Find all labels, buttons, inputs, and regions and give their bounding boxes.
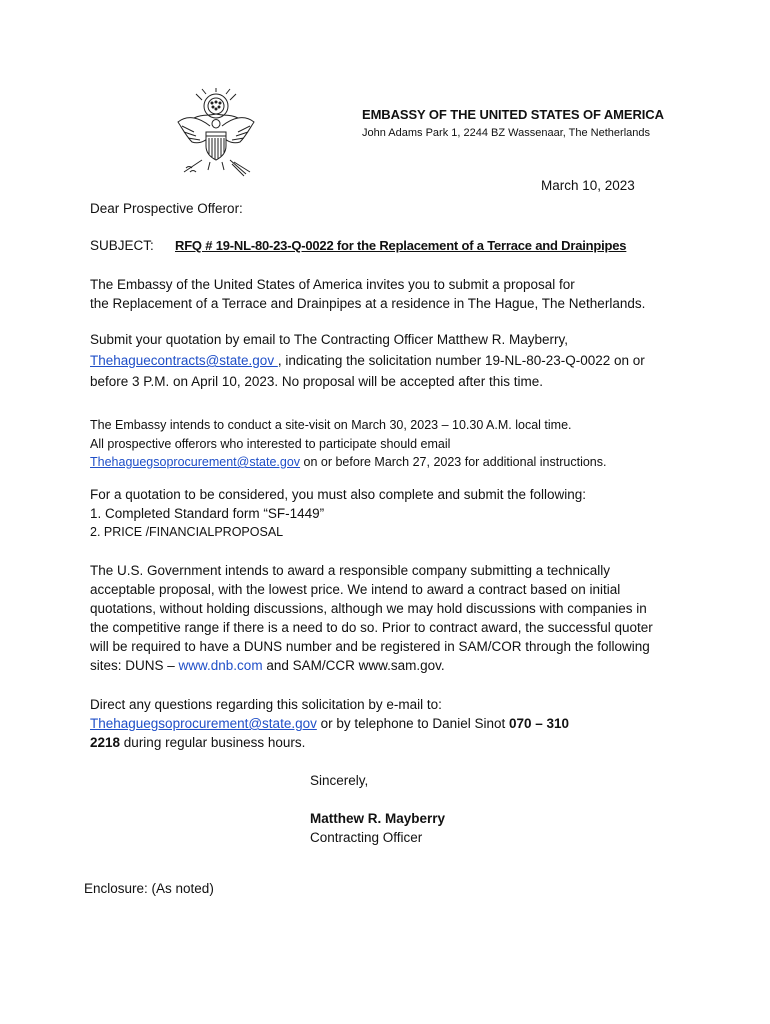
questions-email-link[interactable]: Thehaguegsoprocurement@state.gov: [90, 716, 317, 731]
embassy-address: John Adams Park 1, 2244 BZ Wassenaar, The Netherlands: [362, 127, 650, 139]
para5-line6-a: sites: DUNS –: [90, 658, 179, 673]
para5-line3: quotations, without holding discussions, although we may hold discussions with companies in: [90, 601, 647, 616]
para5-line4: the competitive range if there is a need to do so. Prior to contract award, the successful quoter: [90, 620, 653, 635]
list-item-sf1449: 1. Completed Standard form “SF-1449”: [90, 506, 325, 521]
greeting: Dear Prospective Offeror:: [90, 201, 243, 216]
phone-number-part1: 070 – 310: [508, 716, 570, 731]
para6-line3-text: during regular business hours.: [120, 735, 306, 750]
para2-line2: [90, 353, 645, 368]
para2-line1: Submit your quotation by email to The Contracting Officer Matthew R. Mayberry,: [90, 332, 568, 347]
para6-line2: [90, 716, 569, 731]
closing-sincerely: Sincerely,: [310, 773, 369, 788]
para5-line6: [90, 658, 445, 673]
list-item-price-proposal: 2. PRICE /FINANCIALPROPOSAL: [90, 525, 284, 539]
signer-name: Matthew R. Mayberry: [310, 811, 446, 826]
para6-line2-text: or by telephone to Daniel Sinot: [316, 716, 509, 731]
para2-line2-text: , indicating the solicitation number 19-NL-80-23-Q-0022 on or: [277, 353, 645, 368]
para4-line1: For a quotation to be considered, you must also complete and submit the following:: [90, 487, 587, 502]
para2-line3: before 3 P.M. on April 10, 2023. No proposal will be accepted after this time.: [90, 374, 544, 389]
para5-line6-b: and SAM/CCR www.sam.gov.: [262, 658, 445, 673]
para3-line2: All prospective offerors who interested to participate should email: [90, 437, 451, 451]
para1-line1: The Embassy of the United States of America invites you to submit a proposal for: [90, 277, 575, 292]
phone-number-part2: 2218: [90, 735, 121, 750]
para5-line1: The U.S. Government intends to award a responsible company submitting a technically: [90, 563, 611, 578]
subject-label: SUBJECT:: [90, 238, 154, 253]
letter-date: March 10, 2023: [541, 178, 635, 193]
subject-text: RFQ # 19-NL-80-23-Q-0022 for the Replacement of a Terrace and Drainpipes: [175, 238, 627, 253]
para6-line3: [90, 735, 305, 750]
para3-line3: [90, 455, 606, 469]
para6-line1: Direct any questions regarding this solicitation by e-mail to:: [90, 697, 442, 712]
contracts-email-link[interactable]: Thehaguecontracts@state.gov: [90, 353, 278, 368]
para3-line3-text: on or before March 27, 2023 for additional instructions.: [300, 455, 607, 469]
para5-line2: acceptable proposal, with the lowest price. We intend to award a contract based on initial: [90, 582, 621, 597]
para3-line1: The Embassy intends to conduct a site-visit on March 30, 2023 – 10.30 A.M. local time.: [90, 418, 572, 432]
great-seal-eagle-icon: [172, 88, 260, 178]
embassy-name: EMBASSY OF THE UNITED STATES OF AMERICA: [362, 107, 664, 122]
dnb-link[interactable]: www.dnb.com: [178, 658, 263, 673]
enclosure-note: Enclosure: (As noted): [84, 881, 214, 896]
para5-line5: will be required to have a DUNS number and be registered in SAM/COR through the following: [90, 639, 650, 654]
procurement-email-link[interactable]: Thehaguegsoprocurement@state.gov: [90, 455, 301, 469]
signer-title: Contracting Officer: [310, 830, 423, 845]
para1-line2: the Replacement of a Terrace and Drainpipes at a residence in The Hague, The Netherlands.: [90, 296, 646, 311]
